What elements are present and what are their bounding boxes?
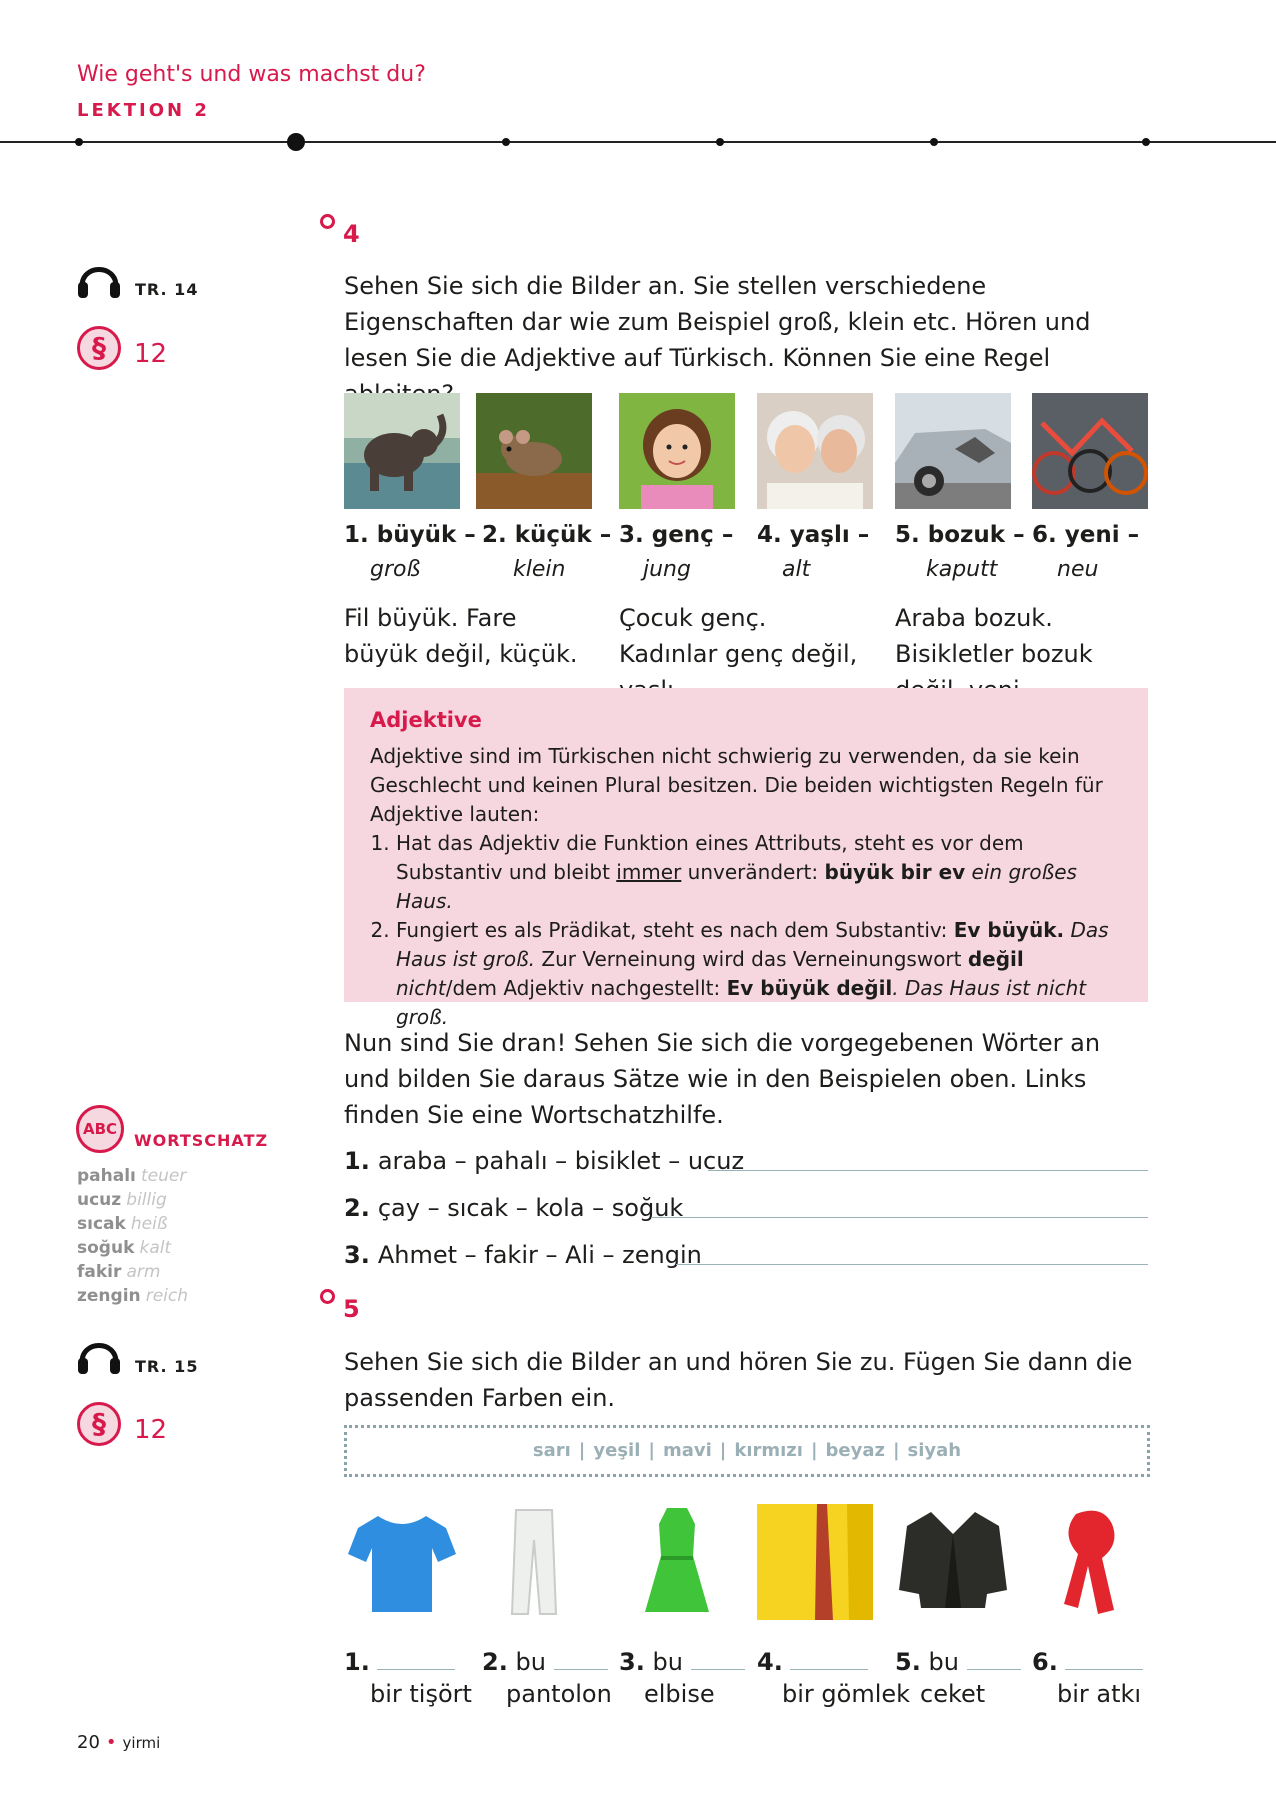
grammar-rule-2: 2. Fungiert es als Prädikat, steht es nach dem Substantiv: Ev büyük. Das Haus ist groß. Zur Verneinung wird das Verneinungswort değil nicht/dem Adjektiv nachgestellt: Ev büyük değil. Das Haus ist nicht groß. — [396, 916, 1122, 1032]
color-blank[interactable] — [377, 1645, 455, 1670]
paragraph-icon[interactable]: § — [77, 326, 121, 370]
track-label: TR. 15 — [135, 1357, 199, 1376]
vocab-item: sıcak heiß — [77, 1214, 168, 1234]
green-dress-photo — [619, 1504, 735, 1620]
picture-caption-tr: 5. bozuk – — [895, 522, 1025, 548]
example-sentence: Araba bozuk. Bisikletler bozuk — [895, 604, 1093, 668]
grammar-title: Adjektive — [370, 708, 482, 732]
timeline-line — [0, 141, 1276, 143]
page-footer: 20 • yirmi — [77, 1732, 161, 1753]
girl-photo — [619, 393, 735, 509]
clothing-noun: bir atkı — [1057, 1680, 1142, 1708]
clothing-noun: ceket — [920, 1680, 986, 1708]
black-jacket-photo — [895, 1504, 1011, 1620]
clothing-item-2: 2. bu — [482, 1645, 608, 1676]
abc-vocabulary-icon: ABC — [76, 1105, 124, 1153]
clothing-noun: elbise — [644, 1680, 715, 1708]
color-blank[interactable] — [1065, 1645, 1143, 1670]
exercise-5-number: 5 — [320, 1295, 360, 1323]
exercise-5-instruction: Sehen Sie sich die Bilder an und hören Sie zu. Fügen Sie dann die passenden Farben ein. — [344, 1348, 1133, 1412]
color-blank[interactable] — [790, 1645, 868, 1670]
vocab-item: pahalı teuer — [77, 1166, 187, 1186]
track-label: TR. 14 — [135, 280, 199, 299]
picture-caption-tr: 2. küçük – — [482, 522, 612, 548]
answer-line-2[interactable] — [651, 1217, 1148, 1218]
clothing-item-3: 3. bu — [619, 1645, 745, 1676]
wortschatz-title: WORTSCHATZ — [134, 1131, 269, 1150]
color-blank[interactable] — [967, 1645, 1021, 1670]
white-trousers-photo — [476, 1504, 592, 1620]
task-item-3: 3. Ahmet – fakir – Ali – zengin — [344, 1241, 702, 1269]
picture-caption-de: klein — [513, 557, 566, 582]
yellow-shirt-photo — [757, 1504, 873, 1620]
clothing-noun: bir tişört — [370, 1680, 472, 1708]
paragraph-ref: 12 — [134, 1415, 168, 1445]
exercise-4-instruction: Sehen Sie sich die Bilder an. Sie stellen verschiedene Eigenschaften dar wie zum Beispiel groß, klein etc. Hören und lesen Sie die Adjektive auf Türkisch. Können Sie eine Regel — [344, 272, 1091, 372]
picture-caption-tr: 4. yaşlı – — [757, 522, 870, 548]
timeline-dot — [502, 138, 510, 146]
broken-car-photo — [895, 393, 1011, 509]
picture-caption-de: groß — [370, 557, 421, 582]
blue-tshirt-photo — [344, 1504, 460, 1620]
example-sentence: Çocuk genç. Kadınlar genç değil, — [619, 604, 858, 668]
page-number-word: yirmi — [122, 1734, 161, 1752]
timeline-dot — [930, 138, 938, 146]
timeline-dot — [1142, 138, 1150, 146]
answer-line-3[interactable] — [676, 1264, 1148, 1265]
timeline-dot — [75, 138, 83, 146]
vocab-item: ucuz billig — [77, 1190, 167, 1210]
picture-caption-de: kaputt — [926, 557, 998, 582]
clothing-noun: bir gömlek — [782, 1680, 911, 1708]
headphones-icon[interactable] — [76, 256, 122, 300]
clothing-item-6: 6. — [1032, 1645, 1143, 1676]
clothing-noun: pantolon — [506, 1680, 612, 1708]
grammar-rules — [370, 829, 1122, 1032]
mouse-photo — [476, 393, 592, 509]
red-scarf-photo — [1032, 1504, 1148, 1620]
color-blank[interactable] — [554, 1645, 608, 1670]
grammar-intro: Adjektive sind im Türkischen nicht schwierig zu verwenden, da sie kein Geschlecht und keinen Plural besitzen. Die beiden wichtigsten Regeln für Adjektive lauten: — [370, 744, 1103, 826]
timeline-dot — [716, 138, 724, 146]
color-word: kırmızı — [734, 1440, 803, 1461]
exercise-4-number: 4 — [320, 220, 360, 248]
page-header-title: Wie geht's und was machst du? — [77, 62, 426, 87]
color-word: mavi — [662, 1440, 712, 1461]
clothing-item-5: 5. bu — [895, 1645, 1021, 1676]
timeline-current-dot — [287, 133, 305, 151]
vocab-item: zengin reich — [77, 1286, 189, 1306]
picture-caption-de: alt — [782, 557, 811, 582]
task-item-1: 1. araba – pahalı – bisiklet – ucuz — [344, 1147, 745, 1175]
picture-caption-de: jung — [643, 557, 691, 582]
vocab-item: fakir arm — [77, 1262, 161, 1282]
picture-caption-de: neu — [1057, 557, 1099, 582]
headphones-icon[interactable] — [76, 1332, 122, 1376]
page-number: 20 — [77, 1732, 100, 1753]
color-word: sarı — [532, 1440, 571, 1461]
elephant-photo — [344, 393, 460, 509]
paragraph-ref: 12 — [134, 339, 168, 369]
clothing-item-4: 4. — [757, 1645, 868, 1676]
picture-caption-tr: 6. yeni – — [1032, 522, 1140, 548]
grammar-rule-1: 1. Hat das Adjektiv die Funktion eines Attributs, steht es vor dem Substantiv und bleibt immer unverändert: büyük bir ev ein großes Haus. — [396, 829, 1122, 916]
old-women-photo — [757, 393, 873, 509]
task-item-2: 2. çay – sıcak – kola – soğuk — [344, 1194, 684, 1222]
color-blank[interactable] — [691, 1645, 745, 1670]
task-instruction: Nun sind Sie dran! Sehen Sie sich die vorgegebenen Wörter an und bilden Sie daraus Sätze wie in den Beispielen oben. Links finden Sie eine Wortschatzhilfe. — [344, 1029, 1101, 1129]
lesson-label: LEKTION 2 — [77, 100, 210, 121]
picture-caption-tr: 1. büyük – — [344, 522, 476, 548]
picture-caption-tr: 3. genç – — [619, 522, 734, 548]
grammar-box — [344, 688, 1148, 1029]
color-word: yeşil — [593, 1440, 641, 1461]
vocabulary-list — [77, 1164, 188, 1308]
color-word: siyah — [907, 1440, 962, 1461]
color-word: beyaz — [825, 1440, 885, 1461]
clothing-item-1: 1. — [344, 1645, 455, 1676]
color-word-box: sarı | yeşil | mavi | kırmızı | beyaz | siyah — [344, 1425, 1150, 1477]
paragraph-icon[interactable]: § — [77, 1402, 121, 1446]
bicycles-photo — [1032, 393, 1148, 509]
vocab-item: soğuk kalt — [77, 1238, 172, 1258]
example-sentence: Fil büyük. Fare büyük değil, küçük. — [344, 604, 578, 668]
answer-line-1[interactable] — [708, 1170, 1148, 1171]
